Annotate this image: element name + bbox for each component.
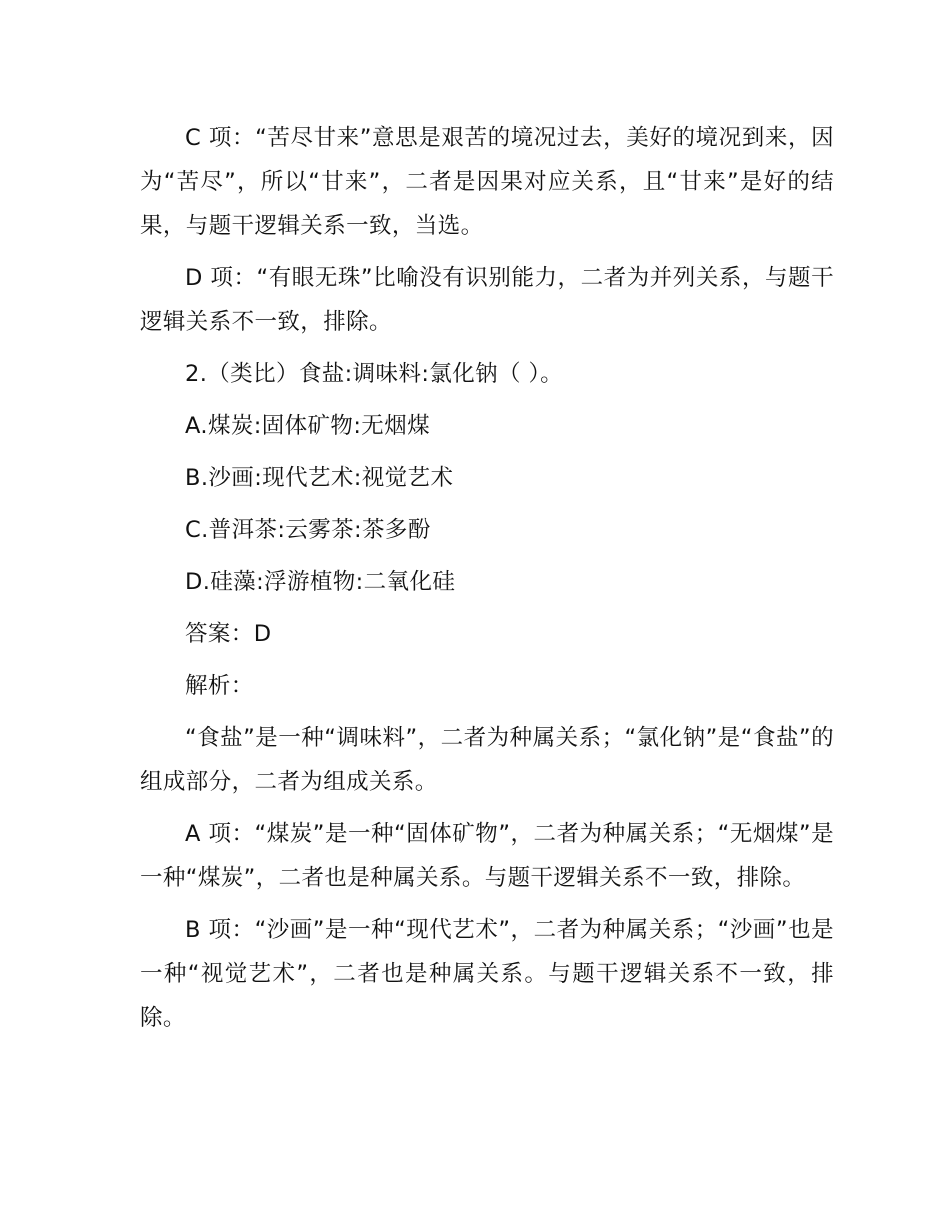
choice-d: D.硅藻:浮游植物:二氧化硅 (185, 569, 456, 595)
question-stem: 2.（类比）食盐:调味料:氯化钠（ ）。 (185, 361, 564, 387)
analysis-option-b: B 项：“沙画”是一种“现代艺术”，二者为种属关系；“沙画”也是一种“视觉艺术”，二者也是种属关系。与题干逻辑关系不一致，排除。 (140, 917, 834, 1031)
explanation-option-c: C 项：“苦尽甘来”意思是艰苦的境况过去，美好的境况到来，因为“苦尽”，所以“甘来”，二者是因果对应关系，且“甘来”是好的结果，与题干逻辑关系一致，当选。 (140, 125, 834, 239)
explanation-option-d: D 项：“有眼无珠”比喻没有识别能力，二者为并列关系，与题干逻辑关系不一致，排除。 (140, 265, 834, 335)
answer-line: 答案：D (185, 621, 272, 647)
choice-b: B.沙画:现代艺术:视觉艺术 (185, 465, 454, 491)
analysis-heading: 解析： (185, 673, 254, 699)
analysis-stem: “食盐”是一种“调味料”，二者为种属关系；“氯化钠”是“食盐”的组成部分，二者为组成关系。 (140, 725, 834, 795)
document-body (140, 116, 834, 1048)
choice-c: C.普洱茶:云雾茶:茶多酚 (185, 517, 431, 543)
analysis-option-a: A 项：“煤炭”是一种“固体矿物”，二者为种属关系；“无烟煤”是一种“煤炭”，二者也是种属关系。与题干逻辑关系不一致，排除。 (140, 821, 834, 891)
choice-a: A.煤炭:固体矿物:无烟煤 (185, 413, 431, 439)
